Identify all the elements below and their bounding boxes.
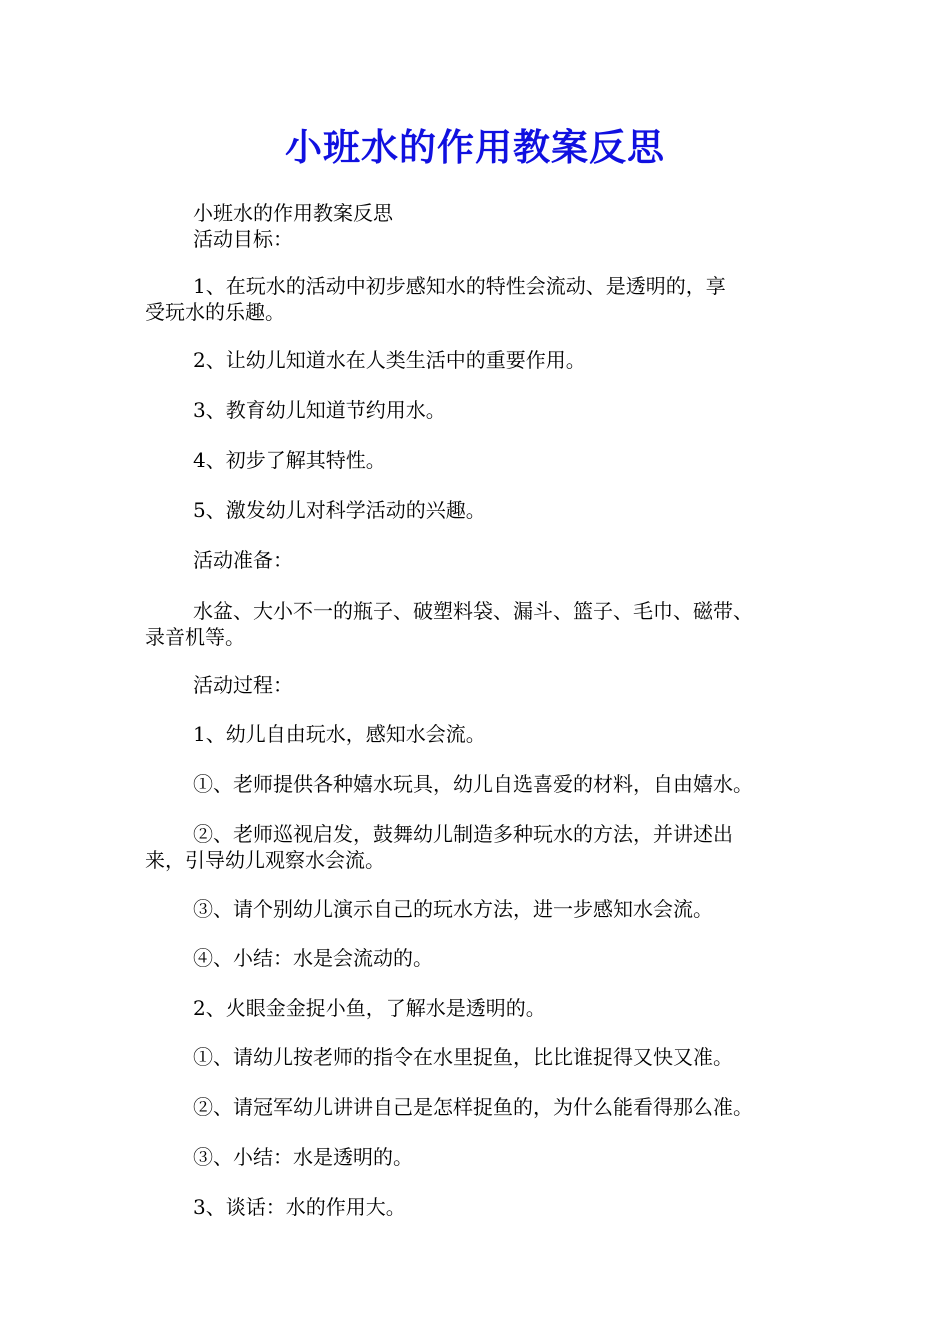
step-1-b-line-1: ②、老师巡视启发，鼓舞幼儿制造多种玩水的方法，并讲述出	[193, 822, 733, 846]
step-2: 2、火眼金金捉小鱼，了解水是透明的。	[193, 996, 546, 1020]
step-1-d: ④、小结：水是会流动的。	[193, 946, 433, 970]
step-3: 3、谈话：水的作用大。	[193, 1195, 406, 1219]
process-heading: 活动过程：	[193, 673, 293, 697]
step-2-c: ③、小结：水是透明的。	[193, 1145, 413, 1169]
step-2-b: ②、请冠军幼儿讲讲自己是怎样捉鱼的，为什么能看得那么准。	[193, 1095, 753, 1119]
goal-3: 3、教育幼儿知道节约用水。	[193, 398, 446, 422]
step-2-a: ①、请幼儿按老师的指令在水里捉鱼，比比谁捉得又快又准。	[193, 1045, 733, 1069]
subtitle: 小班水的作用教案反思	[193, 201, 393, 225]
step-1-c: ③、请个别幼儿演示自己的玩水方法，进一步感知水会流。	[193, 897, 713, 921]
goal-1-line-1: 1、在玩水的活动中初步感知水的特性会流动、是透明的，享	[193, 274, 726, 298]
prep-heading: 活动准备：	[193, 548, 293, 572]
prep-line-2: 录音机等。	[145, 625, 245, 649]
goals-heading: 活动目标：	[193, 227, 293, 251]
goal-5: 5、激发幼儿对科学活动的兴趣。	[193, 498, 486, 522]
goal-4: 4、初步了解其特性。	[193, 448, 386, 472]
prep-line-1: 水盆、大小不一的瓶子、破塑料袋、漏斗、篮子、毛巾、磁带、	[193, 599, 753, 623]
goal-1-line-2: 受玩水的乐趣。	[145, 300, 285, 324]
document-title: 小班水的作用教案反思	[285, 125, 665, 169]
goal-2: 2、让幼儿知道水在人类生活中的重要作用。	[193, 348, 586, 372]
step-1-a: ①、老师提供各种嬉水玩具，幼儿自选喜爱的材料，自由嬉水。	[193, 772, 753, 796]
step-1: 1、幼儿自由玩水，感知水会流。	[193, 722, 486, 746]
step-1-b-line-2: 来，引导幼儿观察水会流。	[145, 848, 385, 872]
